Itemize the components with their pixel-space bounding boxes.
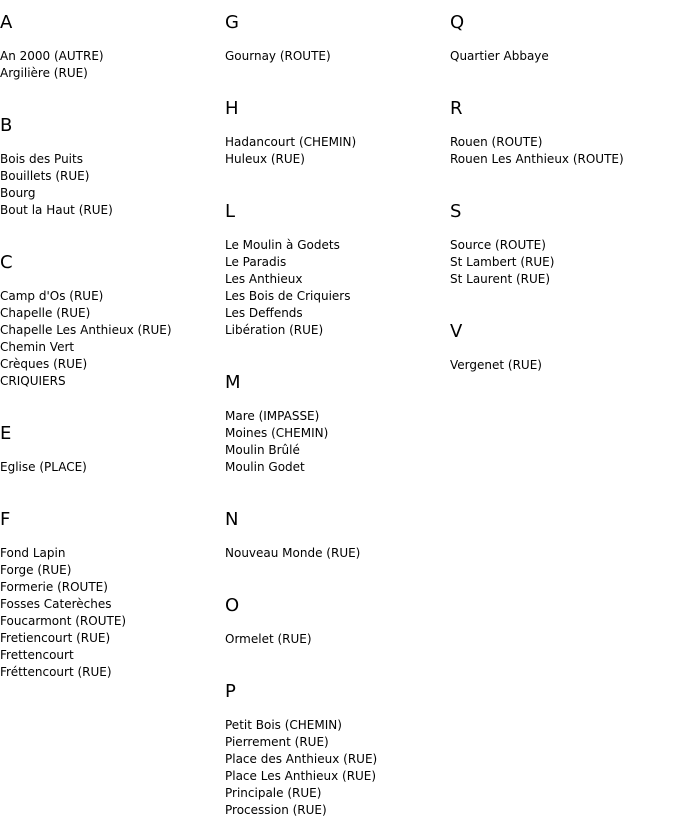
street-link[interactable]: Place des Anthieux (RUE): [225, 752, 378, 766]
letter-group-e: [0, 425, 225, 497]
street-link[interactable]: Quartier Abbaye: [450, 49, 549, 63]
letter-group-r: [450, 100, 675, 189]
street-link[interactable]: Fosses Caterèches: [0, 597, 112, 611]
letter-heading: A: [0, 12, 13, 33]
letter-group-l: [225, 203, 450, 360]
street-list: [225, 631, 450, 648]
street-link[interactable]: Moulin Brûlé: [225, 443, 300, 457]
letter-group-g: [225, 14, 450, 86]
street-link[interactable]: St Laurent (RUE): [450, 272, 551, 286]
street-link[interactable]: Chemin Vert: [0, 340, 75, 354]
street-list: [225, 717, 450, 819]
street-link[interactable]: Les Deffends: [225, 306, 303, 320]
street-list: [225, 408, 450, 476]
street-link[interactable]: Huleux (RUE): [225, 152, 305, 166]
letter-heading: C: [0, 252, 13, 273]
street-link[interactable]: Moines (CHEMIN): [225, 426, 329, 440]
street-link[interactable]: Le Paradis: [225, 255, 287, 269]
letter-heading: L: [225, 201, 236, 222]
street-list: [450, 357, 675, 374]
letter-group-v: [450, 323, 675, 374]
street-link[interactable]: Les Bois de Criquiers: [225, 289, 351, 303]
group-spacer: [0, 476, 225, 497]
street-index-column-2: [225, 0, 450, 819]
street-list: [450, 134, 675, 168]
street-link[interactable]: Ormelet (RUE): [225, 632, 312, 646]
group-spacer: [225, 562, 450, 583]
street-link[interactable]: Fretiencourt (RUE): [0, 631, 111, 645]
street-link[interactable]: Camp d'Os (RUE): [0, 289, 104, 303]
street-list: [225, 237, 450, 339]
street-list: [0, 459, 225, 476]
letter-heading: O: [225, 595, 240, 616]
street-link[interactable]: Bouillets (RUE): [0, 169, 90, 183]
street-link[interactable]: Moulin Godet: [225, 460, 305, 474]
street-link[interactable]: Principale (RUE): [225, 786, 322, 800]
street-link[interactable]: Crèques (RUE): [0, 357, 88, 371]
street-list: [225, 48, 450, 65]
group-spacer: [225, 476, 450, 497]
letter-group-c: [0, 254, 225, 411]
letter-group-f: [0, 511, 225, 681]
group-spacer: [0, 82, 225, 103]
letter-heading: G: [225, 12, 239, 33]
street-link[interactable]: Le Moulin à Godets: [225, 238, 340, 252]
street-link[interactable]: An 2000 (AUTRE): [0, 49, 104, 63]
street-link[interactable]: Foucarmont (ROUTE): [0, 614, 127, 628]
letter-heading: F: [0, 509, 11, 530]
street-list: [450, 237, 675, 288]
group-spacer: [0, 219, 225, 240]
group-spacer: [225, 65, 450, 86]
street-link[interactable]: Frettencourt: [0, 648, 74, 662]
street-link[interactable]: Forge (RUE): [0, 563, 72, 577]
letter-heading: N: [225, 509, 239, 530]
letter-heading: H: [225, 98, 239, 119]
street-link[interactable]: Fond Lapin: [0, 546, 66, 560]
letter-heading: E: [0, 423, 12, 444]
letter-heading: M: [225, 372, 241, 393]
group-spacer: [225, 168, 450, 189]
street-list: [225, 134, 450, 168]
street-list: [450, 48, 675, 65]
letter-group-o: [225, 597, 450, 669]
street-link[interactable]: Les Anthieux: [225, 272, 303, 286]
street-link[interactable]: Rouen Les Anthieux (ROUTE): [450, 152, 624, 166]
letter-heading: B: [0, 115, 13, 136]
letter-group-n: [225, 511, 450, 583]
street-link[interactable]: Bourg: [0, 186, 36, 200]
letter-group-b: [0, 117, 225, 240]
street-link[interactable]: Bois des Puits: [0, 152, 83, 166]
street-link[interactable]: Place Les Anthieux (RUE): [225, 769, 377, 783]
street-link[interactable]: Petit Bois (CHEMIN): [225, 718, 342, 732]
street-link[interactable]: Libération (RUE): [225, 323, 324, 337]
street-link[interactable]: Formerie (ROUTE): [0, 580, 108, 594]
street-link[interactable]: Fréttencourt (RUE): [0, 665, 112, 679]
letter-group-p: [225, 683, 450, 819]
street-link[interactable]: Argilière (RUE): [0, 66, 88, 80]
street-link[interactable]: Hadancourt (CHEMIN): [225, 135, 357, 149]
street-link[interactable]: St Lambert (RUE): [450, 255, 555, 269]
street-list: [0, 288, 225, 390]
letter-heading: V: [450, 321, 463, 342]
street-link[interactable]: Bout la Haut (RUE): [0, 203, 113, 217]
letter-heading: S: [450, 201, 462, 222]
group-spacer: [225, 339, 450, 360]
street-index-column-1: [0, 0, 225, 681]
group-spacer: [450, 65, 675, 86]
letter-heading: P: [225, 681, 236, 702]
street-link[interactable]: Procession (RUE): [225, 803, 327, 817]
letter-group-s: [450, 203, 675, 309]
street-link[interactable]: Chapelle Les Anthieux (RUE): [0, 323, 172, 337]
group-spacer: [0, 390, 225, 411]
letter-group-a: [0, 14, 225, 103]
street-list: [0, 151, 225, 219]
street-link[interactable]: Vergenet (RUE): [450, 358, 542, 372]
street-link[interactable]: CRIQUIERS: [0, 374, 66, 388]
street-link[interactable]: Mare (IMPASSE): [225, 409, 320, 423]
street-link[interactable]: Nouveau Monde (RUE): [225, 546, 361, 560]
street-list: [0, 545, 225, 681]
street-link[interactable]: Rouen (ROUTE): [450, 135, 543, 149]
street-link[interactable]: Chapelle (RUE): [0, 306, 91, 320]
street-link[interactable]: Gournay (ROUTE): [225, 49, 331, 63]
letter-group-q: [450, 14, 675, 86]
group-spacer: [225, 648, 450, 669]
street-list: [0, 48, 225, 82]
street-list: [225, 545, 450, 562]
letter-group-m: [225, 374, 450, 497]
letter-heading: Q: [450, 12, 465, 33]
group-spacer: [450, 288, 675, 309]
group-spacer: [450, 168, 675, 189]
letter-group-h: [225, 100, 450, 189]
street-link[interactable]: Pierrement (RUE): [225, 735, 329, 749]
street-link[interactable]: Eglise (PLACE): [0, 460, 87, 474]
street-index-column-3: [450, 0, 675, 374]
street-link[interactable]: Source (ROUTE): [450, 238, 546, 252]
letter-heading: R: [450, 98, 463, 119]
